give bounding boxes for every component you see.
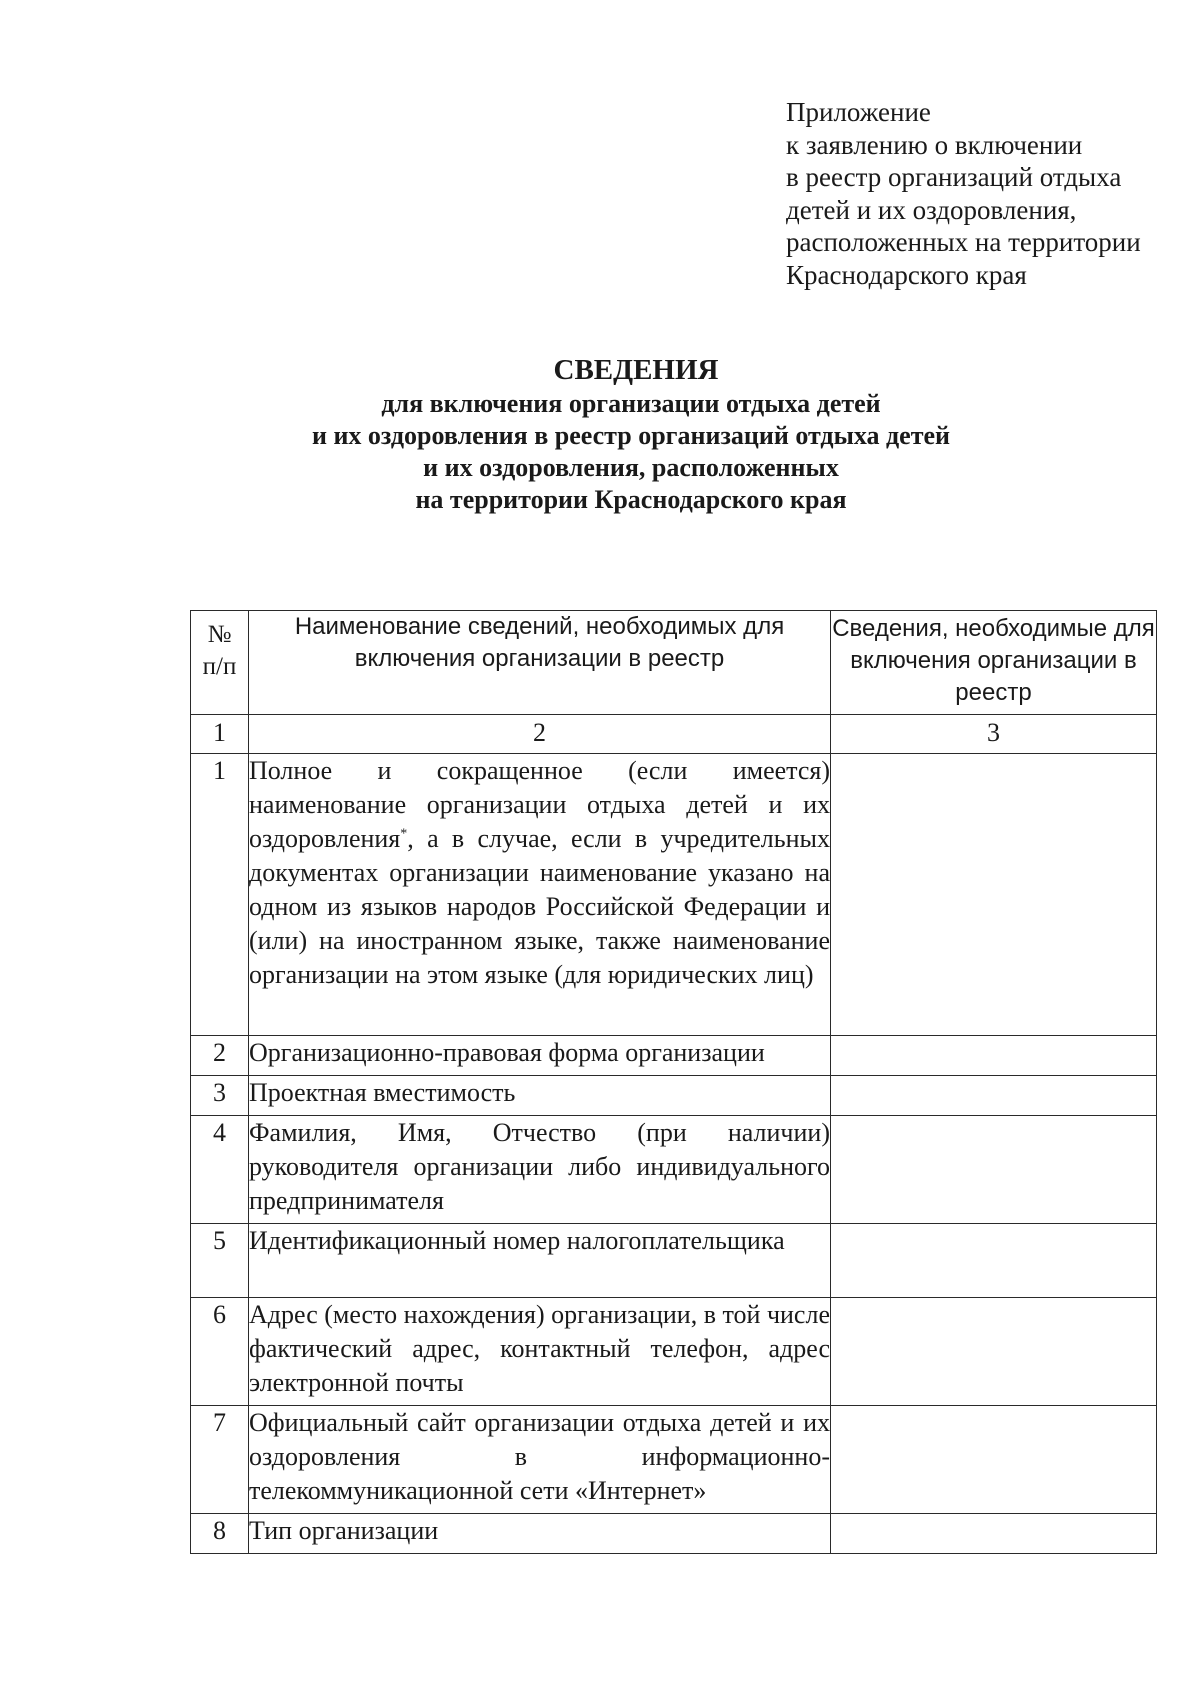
title-sub-line: на территории Краснодарского края [415, 485, 847, 514]
header-info-name: Наименование сведений, необходимых для включения организации в реестр [249, 611, 831, 715]
row-text: , а в случае, если в учредительных документах организации наименование указано на одном из языков народов Российской Федерации и (или) на иностранном языке, также наименование организации на этом языке (для юридических лиц) [249, 824, 830, 989]
row-number: 4 [191, 1116, 249, 1224]
column-number: 2 [249, 715, 831, 754]
header-number-sign: № [207, 621, 232, 648]
row-number: 3 [191, 1076, 249, 1116]
title-sub-line: для включения организации отдыха детей [381, 389, 881, 418]
table-row [191, 1406, 1157, 1514]
table-row [191, 1514, 1157, 1554]
appendix-line: Приложение [786, 97, 931, 127]
row-value-cell[interactable] [831, 1406, 1157, 1514]
row-info-name: Идентификационный номер налогоплательщика [249, 1224, 831, 1298]
row-info-name: Официальный сайт организации отдыха детей и их оздоровления в информационно-телекоммуникационной сети «Интернет» [249, 1406, 831, 1514]
appendix-line: расположенных на территории [786, 227, 1141, 257]
appendix-line: в реестр организаций отдыха [786, 162, 1122, 192]
row-number: 5 [191, 1224, 249, 1298]
document-title [0, 352, 1200, 516]
table-row [191, 1116, 1157, 1224]
table-row [191, 1036, 1157, 1076]
appendix-line: Краснодарского края [786, 259, 1027, 290]
column-numbers-row [191, 715, 1157, 754]
title-main: СВЕДЕНИЯ [553, 354, 719, 386]
row-info-name: Фамилия, Имя, Отчество (при наличии) руководителя организации либо индивидуального предпринимателя [249, 1116, 831, 1224]
appendix-note [786, 96, 1186, 291]
row-value-cell[interactable] [831, 1116, 1157, 1224]
header-number-abbr: п/п [202, 653, 237, 680]
row-number: 2 [191, 1036, 249, 1076]
row-info-name: Проектная вместимость [249, 1076, 831, 1116]
appendix-line: к заявлению о включении [786, 129, 1083, 160]
row-info-name [249, 754, 831, 1036]
table-header-row [191, 611, 1157, 715]
row-value-cell[interactable] [831, 1224, 1157, 1298]
table-row [191, 1298, 1157, 1406]
table-row [191, 1076, 1157, 1116]
column-number: 3 [831, 715, 1157, 754]
row-value-cell[interactable] [831, 1036, 1157, 1076]
table-row [191, 754, 1157, 1036]
row-number: 7 [191, 1406, 249, 1514]
row-value-cell[interactable] [831, 1514, 1157, 1554]
table-row [191, 1224, 1157, 1298]
row-number: 1 [191, 754, 249, 1036]
footnote-mark: * [400, 826, 408, 842]
appendix-line: детей и их оздоровления, [786, 194, 1077, 225]
title-sub-line: и их оздоровления в реестр организаций отдыха детей [311, 421, 951, 450]
row-value-cell[interactable] [831, 754, 1157, 1036]
row-info-name: Тип организации [249, 1514, 831, 1554]
registry-info-table [190, 610, 1157, 1554]
row-text: Полное и сокращенное (если имеется) наименование организации отдыха детей и их оздоровления [249, 756, 830, 853]
row-number: 8 [191, 1514, 249, 1554]
title-sub-line: и их оздоровления, расположенных [423, 453, 839, 482]
row-value-cell[interactable] [831, 1076, 1157, 1116]
row-info-name: Адрес (место нахождения) организации, в той числе фактический адрес, контактный телефон, адрес электронной почты [249, 1298, 831, 1406]
header-number [191, 611, 249, 715]
header-info-value: Сведения, необходимые для включения организации в реестр [831, 611, 1157, 715]
row-number: 6 [191, 1298, 249, 1406]
column-number: 1 [191, 715, 249, 754]
row-value-cell[interactable] [831, 1298, 1157, 1406]
row-info-name: Организационно-правовая форма организации [249, 1036, 831, 1076]
